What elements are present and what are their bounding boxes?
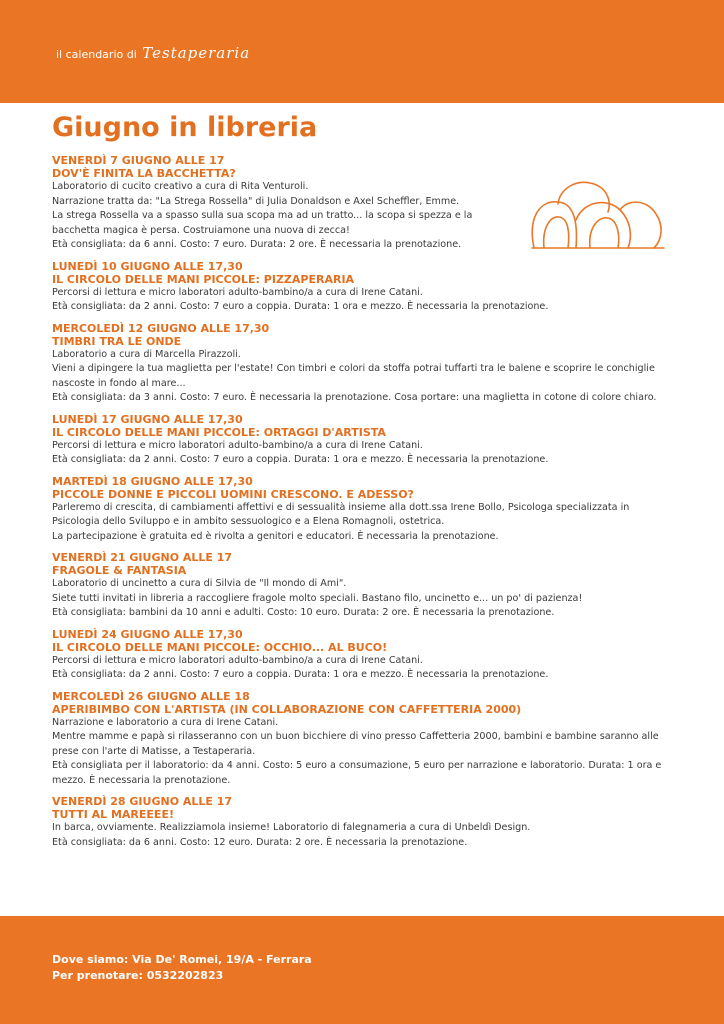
footer-address: Dove siamo: Via De' Romei, 19/A - Ferrara (52, 953, 312, 966)
event-description: Laboratorio a cura di Marcella Pirazzoli. (52, 348, 241, 360)
event-date: MERCOLEDÌ 26 GIUGNO ALLE 18 (52, 689, 250, 703)
event-date: MERCOLEDÌ 12 GIUGNO ALLE 17,30 (52, 321, 270, 335)
event-item (52, 795, 672, 850)
event-item (52, 154, 672, 253)
event-description: La partecipazione è gratuita ed è rivolta a genitori e educatori. È necessaria la prenotazione. (52, 530, 499, 542)
event-description: Narrazione tratta da: "La Strega Rossella" di Julia Donaldson e Axel Scheffler, Emme. (52, 195, 460, 207)
event-description: Percorsi di lettura e micro laboratori adulto-bambino/a a cura di Irene Catani. (52, 654, 423, 666)
event-date: MARTEDÌ 18 GIUGNO ALLE 17,30 (52, 474, 253, 488)
event-item (52, 475, 672, 545)
event-description: Età consigliata: da 2 anni. Costo: 7 euro a coppia. Durata: 1 ora e mezzo. È necessaria la prenotazione. (52, 301, 549, 312)
event-description: Parleremo di crescita, di cambiamenti affettivi e di sessualità insieme alla dott.ssa Irene Bollo, Psicologa specializzata in Psicologia dello Sviluppo e in ambito sessuologico e a Elena Romagnoli, ostetrica. (52, 501, 630, 527)
event-description: La strega Rossella va a spasso sulla sua scopa ma ad un tratto... la scopa si spezza e la bacchetta magica è persa. Costruiamone una nuova di zecca! (52, 210, 473, 236)
event-title: APERIBIMBO CON L'ARTISTA (IN COLLABORAZIONE CON CAFFETTERIA 2000) (52, 702, 522, 716)
event-date: LUNEDÌ 10 GIUGNO ALLE 17,30 (52, 259, 243, 273)
event-date: VENERDÌ 7 GIUGNO ALLE 17 (52, 154, 225, 167)
event-title: PICCOLE DONNE E PICCOLI UOMINI CRESCONO. E ADESSO? (52, 487, 414, 501)
header-text (56, 44, 250, 62)
event-description: Mentre mamme e papà si rilasseranno con un buon bicchiere di vino presso Caffetteria 2000, bambini e bambine saranno alle prese con l'arte di Matisse, a Testaperaria. (52, 731, 659, 757)
header-prefix: il calendario di (56, 48, 137, 61)
events-list (52, 154, 672, 857)
event-title: FRAGOLE & FANTASIA (52, 564, 187, 577)
event-date: VENERDÌ 21 GIUGNO ALLE 17 (52, 551, 233, 564)
footer-phone: Per prenotare: 0532202823 (52, 969, 224, 982)
event-item (52, 322, 672, 406)
event-description: Laboratorio di uncinetto a cura di Silvia de "Il mondo di Ami". (52, 578, 347, 589)
footer-bar (0, 916, 724, 1024)
event-title: IL CIRCOLO DELLE MANI PICCOLE: OCCHIO... AL BUCO! (52, 640, 388, 654)
event-title: TUTTI AL MAREEEE! (52, 808, 174, 821)
brand-logo: Testaperaria (142, 44, 251, 62)
event-description: Percorsi di lettura e micro laboratori adulto-bambino/a a cura di Irene Catani. (52, 439, 423, 451)
event-description: Età consigliata: da 2 anni. Costo: 7 euro a coppia. Durata: 1 ora e mezzo. È necessaria la prenotazione. (52, 454, 549, 465)
event-item (52, 628, 672, 683)
event-title: IL CIRCOLO DELLE MANI PICCOLE: PIZZAPERARIA (52, 272, 355, 286)
event-item (52, 260, 672, 315)
event-description: Narrazione e laboratorio a cura di Irene Catani. (52, 716, 279, 728)
event-item (52, 551, 672, 621)
event-description: Età consigliata: bambini da 10 anni e adulti. Costo: 10 euro. Durata: 2 ore. È necessaria la prenotazione. (52, 607, 555, 618)
event-description: Età consigliata: da 3 anni. Costo: 7 euro. È necessaria la prenotazione. Cosa portare: una maglietta in cotone di colore chiaro. (52, 392, 657, 403)
event-description: Percorsi di lettura e micro laboratori adulto-bambino/a a cura di Irene Catani. (52, 286, 423, 298)
event-description: Età consigliata: da 2 anni. Costo: 7 euro a coppia. Durata: 1 ora e mezzo. È necessaria la prenotazione. (52, 669, 549, 680)
event-description: Laboratorio di cucito creativo a cura di Rita Venturoli. (52, 181, 309, 192)
event-description: Età consigliata: da 6 anni. Costo: 12 euro. Durata: 2 ore. È necessaria la prenotazione. (52, 836, 468, 848)
event-title: IL CIRCOLO DELLE MANI PICCOLE: ORTAGGI D'ARTISTA (52, 425, 386, 439)
header-bar (0, 0, 724, 103)
event-title: TIMBRI TRA LE ONDE (52, 334, 182, 348)
event-description: In barca, ovviamente. Realizziamola insieme! Laboratorio di falegnameria a cura di Unbeldì Design. (52, 822, 531, 833)
page-title: Giugno in libreria (52, 112, 318, 143)
event-date: LUNEDÌ 17 GIUGNO ALLE 17,30 (52, 412, 243, 426)
event-description: Età consigliata per il laboratorio: da 4 anni. Costo: 5 euro a consumazione, 5 euro per narrazione e laboratorio. Durata: 1 ora e mezzo. È necessaria la prenotazione. (52, 760, 662, 786)
event-description: Vieni a dipingere la tua maglietta per l'estate! Con timbri e colori da stoffa potrai tuffarti tra le balene e scoprire le conchiglie nascoste in fondo al mare... (52, 363, 655, 389)
event-title: DOV'È FINITA LA BACCHETTA? (52, 167, 236, 180)
event-date: LUNEDÌ 24 GIUGNO ALLE 17,30 (52, 627, 243, 641)
event-description: Età consigliata: da 6 anni. Costo: 7 euro. Durata: 2 ore. È necessaria la prenotazione. (52, 239, 462, 250)
event-item (52, 413, 672, 468)
event-date: VENERDÌ 28 GIUGNO ALLE 17 (52, 795, 233, 808)
footer-info (52, 952, 312, 984)
event-description: Siete tutti invitati in libreria a raccogliere fragole molto speciali. Bastano filo, uncinetto e... un po' di pazienza! (52, 592, 583, 604)
event-item (52, 690, 672, 789)
